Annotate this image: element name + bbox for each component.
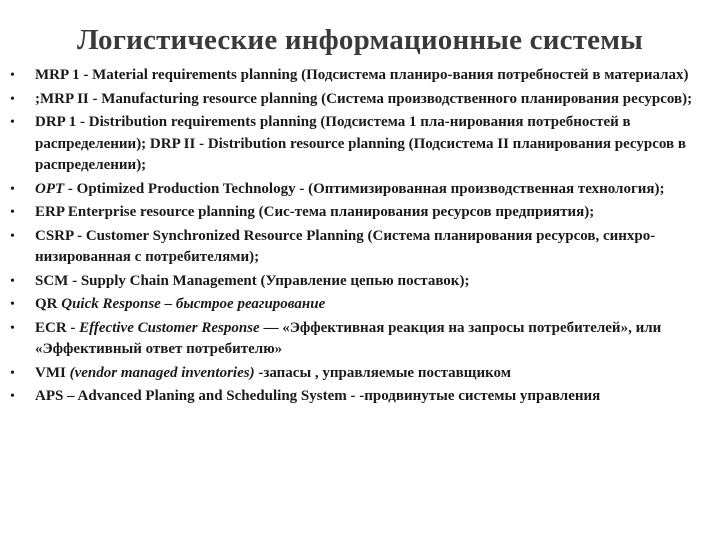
list-item [0, 318, 720, 361]
text-run: ERP Enterprise resource planning (Сис-тема планирования ресурсов предприятия); [35, 204, 595, 220]
list-item-text [35, 181, 665, 197]
list-item-text [35, 114, 686, 173]
list-item-text [35, 296, 325, 312]
text-run: VMI [35, 364, 70, 381]
bullet-icon: • [10, 205, 15, 220]
slide-title: Логистические информационные системы [76, 24, 644, 56]
text-run: -запасы , управляемые поставщиком [254, 364, 511, 381]
list-item-text [35, 228, 655, 266]
text-run: - Optimized Production Technology - (Оптимизированная производственная технология); [64, 180, 665, 197]
list-item-text [35, 365, 511, 381]
bullet-icon: • [10, 68, 15, 83]
list-item [0, 89, 720, 111]
bullet-icon: • [10, 228, 15, 244]
text-run: CSRP - Customer Synchronized Resource Planning (Система планирования ресурсов, синхро-низированная с потребителями); [35, 227, 656, 265]
bullet-icon: • [10, 365, 15, 381]
text-run: Quick Response – быстрое реагирование [61, 296, 326, 312]
bullet-icon: • [10, 389, 15, 404]
list-item [0, 112, 720, 177]
bullet-list [0, 65, 720, 410]
bullet-icon: • [10, 273, 15, 289]
text-run: DRP 1 - Distribution requirements planning (Подсистема 1 пла-нирования потребностей в распределении); DRP II - Distribution resource planning (Подсистема II планирования ресурсов в распределении); [35, 114, 686, 173]
bullet-icon: • [10, 115, 15, 130]
text-run: Effective Customer Response [79, 319, 260, 336]
list-item [0, 65, 720, 87]
list-item [0, 271, 720, 293]
list-item [0, 226, 720, 269]
list-item-text [35, 320, 661, 358]
text-run: — «Эффективная реакция на запросы потребителей», или «Эффективный ответ потребителю» [35, 319, 662, 357]
list-item [0, 386, 720, 408]
text-run: (vendor managed inventories) [69, 364, 255, 381]
list-item-text [35, 204, 594, 220]
bullet-icon: • [10, 297, 15, 312]
text-run: SCM - Supply Chain Management (Управление цепью поставок); [35, 272, 470, 289]
list-item [0, 202, 720, 224]
list-item-text [35, 91, 692, 107]
list-item-text [35, 273, 469, 289]
list-item-text [35, 388, 600, 404]
bullet-icon: • [10, 181, 15, 197]
text-run: ;MRP II - Manufacturing resource planning (Система производственного планирования ресурсов); [35, 90, 693, 107]
list-item [0, 294, 720, 316]
text-run: APS – Advanced Planing and Scheduling System - -продвинутые системы управления [35, 388, 601, 404]
text-run: QR [35, 296, 62, 312]
list-item [0, 179, 720, 201]
text-run: ECR - [35, 319, 80, 336]
list-item-text [35, 67, 689, 83]
bullet-icon: • [10, 320, 15, 336]
list-item [0, 363, 720, 385]
text-run: OPT [35, 180, 65, 197]
text-run: MRP 1 - Material requirements planning (Подсистема планиро-вания потребностей в материалах) [35, 67, 689, 83]
bullet-icon: • [10, 91, 15, 107]
